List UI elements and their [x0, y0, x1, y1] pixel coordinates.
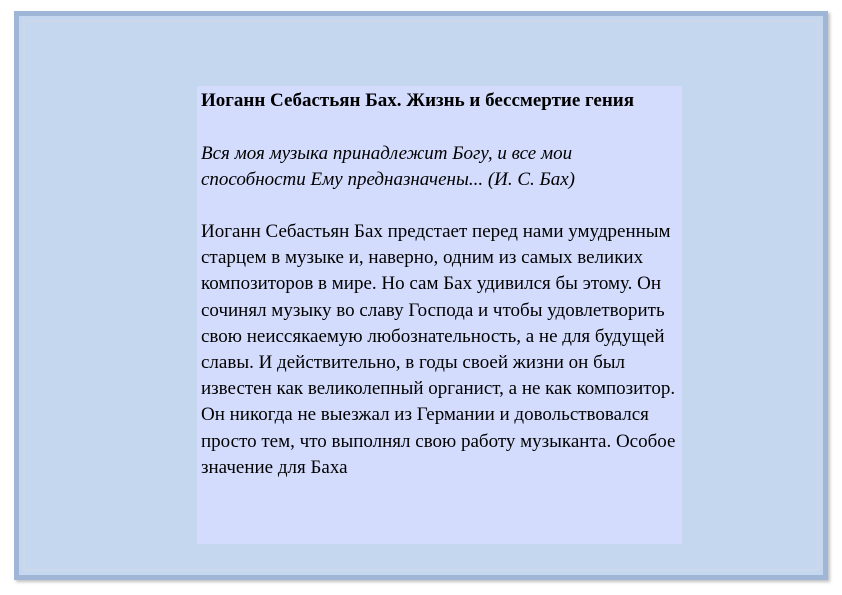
- epigraph-quote: Вся моя музыка принадлежит Богу, и все мои способности Ему предназначены... (И. С. Бах): [201, 143, 576, 190]
- text-box: [197, 86, 682, 544]
- body-paragraph: Иоганн Себастьян Бах предстает перед нами умудренным старцем в музыке и, наверно, одним из самых великих композиторов в мире. Но сам Бах удивился бы этому. Он сочинял музыку во славу Господа и чтобы удовлетворить свою неиссякаемую любознательность, а не для будущей славы. И действительно, в годы своей жизни он был известен как великолепный органист, а не как композитор. Он никогда не выезжал из Германии и довольствовался просто тем, что выполнял свою работу музыканта. Особое значение для Баха: [201, 221, 676, 478]
- document-title: Иоганн Себастьян Бах. Жизнь и бессмертие гения: [201, 90, 635, 111]
